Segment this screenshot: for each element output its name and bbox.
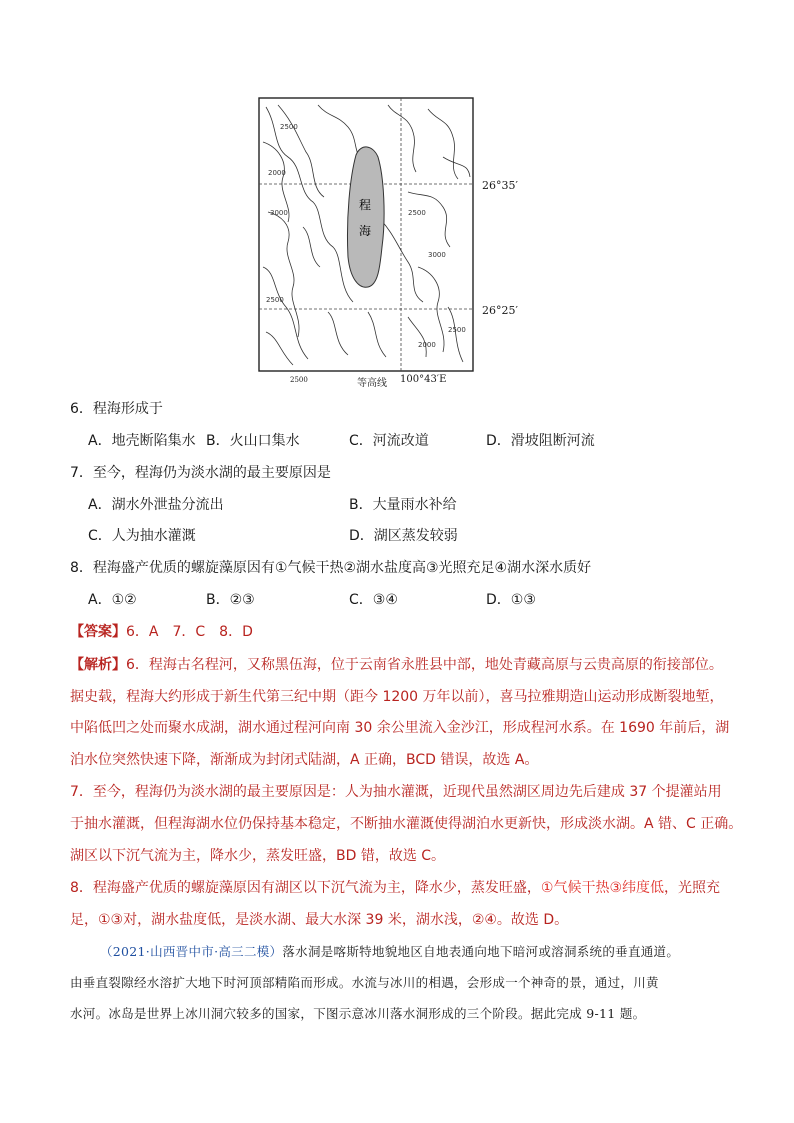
q8-option-d: D．①③	[486, 592, 536, 608]
contour-label: 2500	[408, 209, 426, 217]
source-label: （2021·山西晋中市·高三二模）	[100, 944, 283, 959]
answer-values: 6．A 7．C 8．D	[126, 624, 253, 640]
lake-label-2: 海	[358, 224, 372, 238]
contour-label: 3000	[428, 251, 446, 259]
q7-option-b: B．大量雨水补给	[349, 497, 457, 513]
explanation-line	[70, 877, 740, 897]
longitude-label: 100°43′E	[400, 374, 447, 385]
legend-contour-label: 等高线	[357, 378, 387, 389]
contour-label: 2000	[418, 341, 436, 349]
q8-option-c: C．③④	[349, 592, 398, 608]
q7-option-a: A．湖水外泄盐分流出	[88, 497, 224, 513]
q6-option-d: D．滑坡阻断河流	[486, 433, 595, 449]
q8-option-a: A．①②	[88, 592, 137, 608]
intro-line: 水河。冰岛是世界上冰川洞穴较多的国家，下图示意冰川落水洞形成的三个阶段。据此完成 9-11 题。	[70, 1006, 646, 1021]
q6-option-a: A．地壳断陷集水	[88, 433, 196, 449]
explanation-text: 8．程海盛产优质的螺旋藻原因有湖区以下沉气流为主，降水少，蒸发旺盛，	[70, 880, 541, 896]
question-7-stem: 7．至今，程海仍为淡水湖的最主要原因是	[70, 465, 331, 481]
explanation-highlight: ①气候干热③纬度低	[540, 880, 665, 896]
contour-label: 2500	[448, 326, 466, 334]
explanation-line: 中陷低凹之处而聚水成湖，湖水通过程河向南 30 余公里流入金沙江，形成程河水系。在 1690 年前后，湖	[70, 720, 730, 736]
question-8-stem: 8．程海盛产优质的螺旋藻原因有①气候干热②湖水盐度高③光照充足④湖水深水质好	[70, 560, 592, 576]
explanation-line: 于抽水灌溉，但程海湖水位仍保持基本稳定，不断抽水灌溉使得湖泊水更新快，形成淡水湖。A 错、C 正确。	[70, 816, 743, 832]
intro-text: 落水洞是喀斯特地貌地区自地表通向地下暗河或溶洞系统的垂直通道。	[282, 944, 680, 959]
q8-option-b: B．②③	[206, 592, 255, 608]
latitude-label-bottom: 26°25′	[482, 304, 518, 317]
explanation-line: 据史载，程海大约形成于新生代第三纪中期（距今 1200 万年以前），喜马拉雅期造山运动形成断裂地堑，	[70, 689, 724, 705]
latitude-label-top: 26°35′	[482, 179, 518, 192]
lake-label-1: 程	[358, 198, 372, 212]
lake-contour-map	[258, 97, 480, 373]
explanation-text: 6．程海古名程河，又称黑伍海，位于云南省永胜县中部，地处青藏高原与云贵高原的衔接部位。	[126, 657, 723, 673]
q7-option-c: C．人为抽水灌溉	[88, 528, 196, 544]
explanation-line: 泊水位突然快速下降，渐渐成为封闭式陆湖，A 正确，BCD 错误，故选 A。	[70, 752, 539, 768]
q6-option-c: C．河流改道	[349, 433, 429, 449]
explanation-line: 7．至今，程海仍为淡水湖的最主要原因是：人为抽水灌溉，近现代虽然湖区周边先后建成 37 个提灌站用	[70, 784, 722, 800]
explanation-tag: 【解析】	[70, 657, 126, 673]
intro-line	[100, 942, 750, 960]
explanation-line: 湖区以下沉气流为主，降水少，蒸发旺盛，BD 错，故选 C。	[70, 848, 446, 864]
explanation-text: ，光照充	[664, 880, 721, 896]
contour-label: 2500	[266, 296, 284, 304]
q6-option-b: B．火山口集水	[206, 433, 300, 449]
intro-line: 由垂直裂隙经水溶扩大地下时河顶部精陷而形成。水流与冰川的相遇，会形成一个神奇的景，通过，川黄	[70, 975, 659, 990]
legend-contour-value: 2500	[290, 376, 308, 384]
explanation-line: 足，①③对，湖水盐度低，是淡水湖、最大水深 39 米，湖水浅，②④。故选 D。	[70, 912, 569, 928]
explanation-line	[70, 654, 740, 674]
answer-line	[70, 621, 253, 641]
contour-label: 2500	[280, 123, 298, 131]
contour-label: 3000	[270, 209, 288, 217]
question-6-stem: 6．程海形成于	[70, 401, 163, 417]
map-caption	[290, 374, 490, 388]
contour-label: 2000	[268, 169, 286, 177]
answer-tag: 【答案】	[70, 624, 126, 640]
q7-option-d: D．湖区蒸发较弱	[349, 528, 458, 544]
